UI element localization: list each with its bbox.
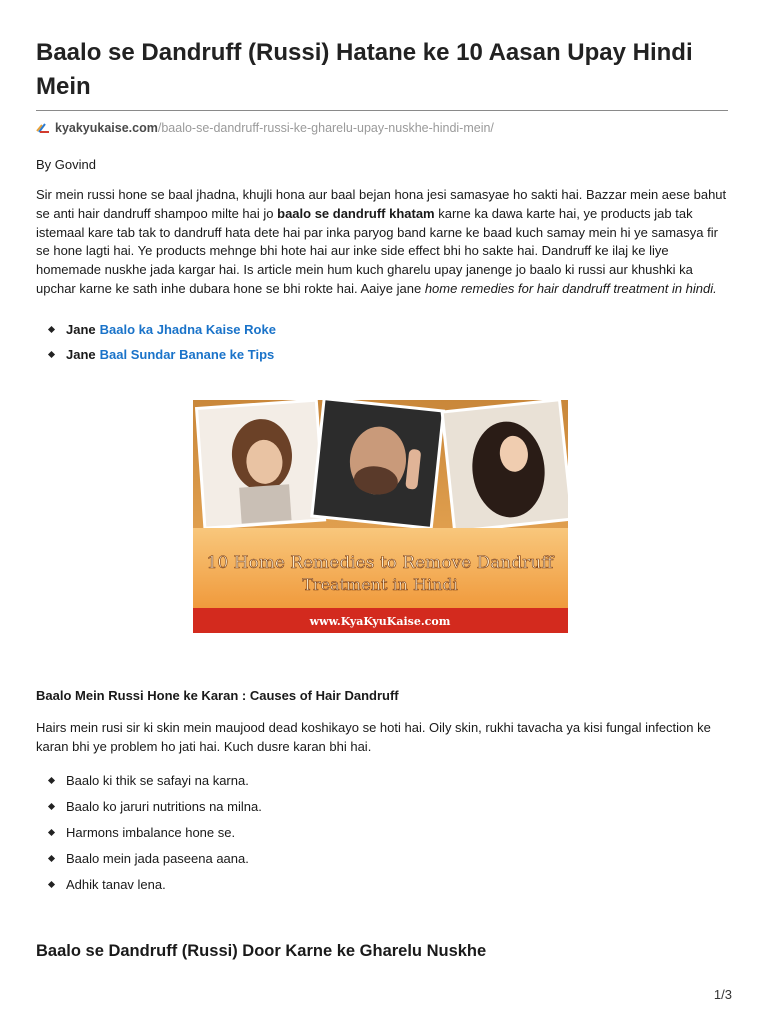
source-path-link[interactable]: /baalo-se-dandruff-russi-ke-gharelu-upay-nuskhe-hindi-mein/ [157,121,494,135]
list-item [36,845,262,871]
hero-illustration [193,400,568,633]
diamond-bullet-icon [48,351,55,358]
hero-caption-line-2: Treatment in Hindi [302,575,458,594]
cause-text: Baalo ko jaruri nutritions na milna. [66,798,262,814]
source-line [36,119,728,137]
source-domain-link[interactable]: kyakyukaise.com [55,121,158,135]
cause-text: Harmons imbalance hone se. [66,824,236,840]
related-links-list [36,317,728,367]
list-item [36,793,262,819]
intro-italic-text: home remedies for hair dandruff treatment in hindi. [424,280,717,296]
list-item [36,871,262,897]
hero-image [193,400,568,633]
link-prefix: Jane [66,321,96,337]
page-number: 1/3 [713,987,732,1002]
diamond-bullet-icon [48,802,55,809]
kyakyukaise-logo-icon [36,122,50,134]
hero-url-text: www.KyaKyuKaise.com [309,615,451,628]
intro-text-1: Sir mein russi hone se baal jhadna, khujli hona aur baal bejan hona jesi samasyae ho sakti hai. Bazzar mein aese bahut se anti hair dandruff shampoo milte hai jo [36,187,727,221]
cause-text: Adhik tanav lena. [66,876,166,892]
cause-text: Baalo mein jada paseena aana. [66,850,249,866]
diamond-bullet-icon [48,854,55,861]
causes-list [36,767,262,897]
link-baal-sundar[interactable]: Baal Sundar Banane ke Tips [99,346,275,362]
diamond-bullet-icon [48,326,55,333]
link-baalo-jhadna[interactable]: Baalo ka Jhadna Kaise Roke [99,321,276,337]
title-divider [36,110,728,111]
intro-bold-text: baalo se dandruff khatam [277,205,435,221]
author-byline: By Govind [36,157,96,172]
cause-text: Baalo ki thik se safayi na karna. [66,772,249,788]
diamond-bullet-icon [48,828,55,835]
intro-paragraph [36,186,728,299]
list-item [36,342,728,367]
causes-heading: Baalo Mein Russi Hone ke Karan : Causes of Hair Dandruff [36,688,399,703]
diamond-bullet-icon [48,776,55,783]
causes-paragraph: Hairs mein rusi sir ki skin mein maujood dead koshikayo se hoti hai. Oily skin, rukhi tavacha ya kisi fungal infection ke karan bhi ye problem ho jati hai. Kuch dusre karan bhi hai. [36,720,711,754]
list-item [36,317,728,342]
hero-caption-line-1: 10 Home Remedies to Remove Dandruff [206,553,554,573]
list-item [36,767,262,793]
link-prefix: Jane [66,346,96,362]
diamond-bullet-icon [48,880,55,887]
intro-text-2: karne ka dawa karte hai, ye products jab tak istemaal kare tab tak to dandruff hata dete hai par inka paryog band karne ke baad kuch samay mein hi ye samasya fir se hone lagti hai. Ye products mehnge bhi hote hai aur inke side effect bhi ho sakte hai. Dandruff ke ilaj ke liye homemade nuskhe jada kargar hai. Is article mein hum kuch gharelu upay janenge jo baalo ki russi aur khushki ka upchar karne ke sath inhe dubara hone se bhi rokte hai. Aaiye jane [36,205,718,296]
list-item [36,819,262,845]
document-page [36,36,728,960]
remedies-heading: Baalo se Dandruff (Russi) Door Karne ke Gharelu Nuskhe [36,942,487,960]
page-title: Baalo se Dandruff (Russi) Hatane ke 10 Aasan Upay Hindi Mein [36,39,693,100]
